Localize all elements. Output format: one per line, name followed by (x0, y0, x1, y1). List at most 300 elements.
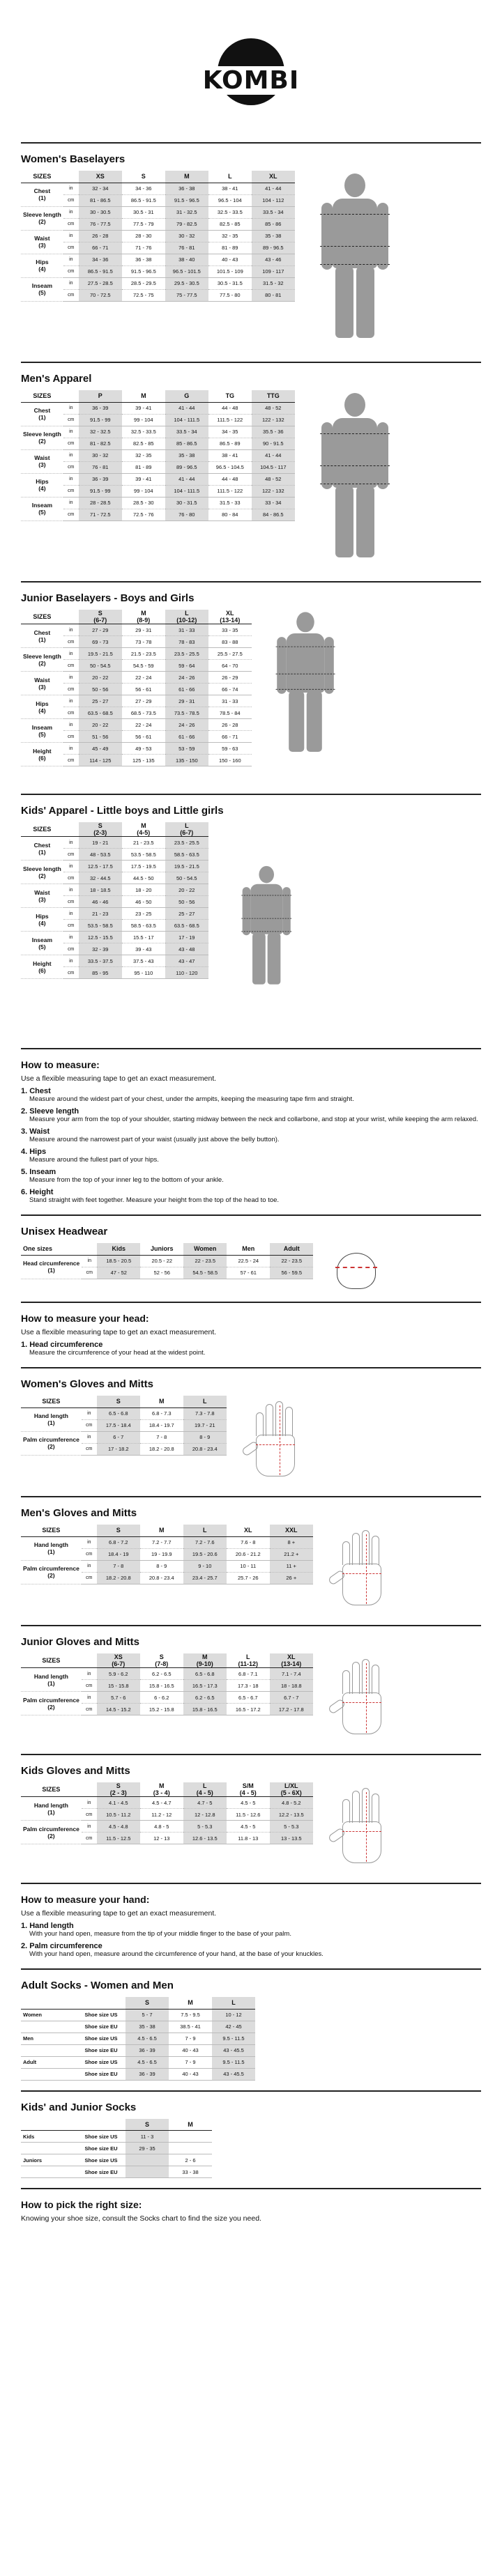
unit-label: cm (82, 1704, 97, 1715)
section-title: Unisex Headwear (21, 1226, 108, 1237)
section-title: Men's Gloves and Mitts (21, 1507, 137, 1519)
table-cell: 19 - 21 (79, 837, 122, 849)
header-text: (2-3) (93, 829, 107, 836)
table-row (21, 1668, 313, 1680)
row-label-text: Palm circumference (23, 1436, 79, 1443)
unit-label: in (63, 426, 79, 438)
size-table (21, 1782, 313, 1844)
table-cell: 31.5 - 33 (208, 497, 252, 509)
table-cell: 48 - 53.5 (79, 849, 122, 861)
row-label-num: (6) (38, 754, 46, 762)
table-cell: 36 - 38 (165, 183, 208, 194)
table-cell: 33 - 34 (252, 497, 295, 509)
unit-label: in (63, 206, 79, 218)
table-cell: 99 - 104 (122, 414, 165, 426)
table-cell: 77.5 - 79 (122, 218, 165, 230)
hand-measure-icon (326, 1525, 402, 1615)
header-cell (122, 610, 165, 624)
header-text: XL (226, 610, 234, 617)
table-cell: 26 - 28 (208, 719, 252, 731)
unit-label: in (63, 932, 79, 943)
row-label-num: (1) (47, 1808, 55, 1816)
header-text: (3 - 4) (153, 1789, 170, 1796)
table-cell: 15.8 - 16.5 (140, 1680, 183, 1692)
unit-label: cm (63, 242, 79, 254)
header-row (21, 1396, 227, 1407)
table-cell: 19.5 - 21.5 (165, 861, 208, 872)
table-cell: 6.8 - 7.3 (140, 1407, 183, 1419)
row-label-num: (4) (38, 707, 46, 714)
table-cell: 23.5 - 25.5 (165, 648, 208, 660)
header-cell (21, 1782, 82, 1797)
table-cell: 36 - 38 (122, 254, 165, 265)
shoe-size-label: Shoe size EU (77, 2068, 126, 2080)
section-title: Kids' and Junior Socks (21, 2101, 137, 2113)
table-cell: 42 - 45 (212, 2021, 255, 2033)
instruction-item (21, 1341, 481, 1357)
table-cell: 16.5 - 17.2 (227, 1704, 270, 1715)
table-cell: 22.5 - 24 (227, 1255, 270, 1267)
table-cell: 72.5 - 76 (122, 509, 165, 520)
header-text: M (141, 610, 146, 617)
table-cell: 39 - 41 (122, 402, 165, 414)
table-cell: 26 - 29 (208, 672, 252, 684)
row-label-text: Hips (36, 912, 49, 920)
header-cell (183, 1525, 227, 1536)
row-label-text: Chest (33, 841, 51, 849)
section-title: Kids Gloves and Mitts (21, 1765, 130, 1777)
table-cell: 135 - 150 (165, 755, 208, 766)
table-cell: 38 - 41 (208, 183, 252, 194)
row-label (21, 1536, 82, 1560)
row-label-num: (2) (47, 1832, 55, 1840)
section-title: How to measure your hand: (21, 1894, 150, 1905)
table-cell: 43 - 46 (252, 254, 295, 265)
table-cell: 114 - 125 (79, 755, 122, 766)
header-text: L (185, 610, 189, 617)
table-cell: 85 - 86.5 (165, 438, 208, 449)
row-label (21, 955, 63, 979)
womens-baselayers-section (21, 153, 481, 352)
table-cell: 24 - 26 (165, 719, 208, 731)
section-title: How to measure your head: (21, 1313, 149, 1324)
unit-label: in (63, 183, 79, 194)
size-table (21, 610, 252, 766)
row-label (21, 1407, 82, 1431)
shoe-size-label: Shoe size US (77, 2033, 126, 2044)
row-label (21, 908, 63, 932)
table-cell: 35 - 38 (252, 230, 295, 242)
table-cell: 59 - 64 (165, 660, 208, 672)
table-row (21, 2021, 255, 2033)
table-cell: 4.1 - 4.5 (97, 1797, 140, 1809)
header-cell (21, 171, 63, 183)
size-table (21, 1653, 313, 1715)
intro-text: Use a flexible measuring tape to get an exact measurement. (21, 1328, 217, 1336)
table-cell: 82.5 - 85 (122, 438, 165, 449)
table-cell: 31 - 33 (208, 695, 252, 707)
instruction-item (21, 1087, 481, 1104)
header-cell (252, 171, 295, 183)
header-text: SIZES (42, 1398, 61, 1405)
section-title: Women's Baselayers (21, 153, 126, 165)
table-row (21, 719, 252, 731)
table-cell: 4.5 - 6.5 (126, 2056, 169, 2068)
section-title: Men's Apparel (21, 373, 92, 385)
unit-label: cm (63, 265, 79, 277)
shoe-size-label: Shoe size US (77, 2131, 126, 2143)
hand-measure-icon (326, 1653, 402, 1744)
table-cell: 41 - 44 (252, 449, 295, 461)
row-label-text: Chest (33, 187, 51, 194)
table-cell: 111.5 - 122 (208, 414, 252, 426)
unit-label: in (63, 837, 79, 849)
mens-apparel-section (21, 373, 481, 571)
table-row (21, 2009, 255, 2021)
unit-label: cm (82, 1419, 97, 1431)
table-cell: 17 - 18.2 (97, 1443, 140, 1455)
row-label-text: Sleeve length (23, 865, 61, 872)
table-cell: 66 - 71 (208, 731, 252, 743)
row-label (21, 861, 63, 884)
table-cell: 73.5 - 78.5 (165, 707, 208, 719)
shoe-size-label: Shoe size US (77, 2154, 126, 2166)
table-cell: 23 - 25 (122, 908, 165, 920)
header-text: (5 - 6X) (280, 1789, 302, 1796)
table-cell: 122 - 132 (252, 485, 295, 497)
adult-body-figure (313, 390, 411, 571)
header-text: XL (244, 1527, 252, 1534)
row-label-text: Waist (34, 676, 50, 684)
row-label-num: (4) (38, 265, 46, 272)
table-cell: 30 - 30.5 (79, 206, 122, 218)
table-row (21, 648, 252, 660)
header-cell (21, 1525, 82, 1536)
table-cell: 6.5 - 6.8 (183, 1668, 227, 1680)
row-label-num: (3) (38, 683, 46, 691)
row-label-num: (5) (38, 943, 46, 950)
unit-label: in (82, 1431, 97, 1443)
table-cell: 69 - 73 (79, 636, 122, 648)
row-label-num: (5) (38, 730, 46, 738)
header-row (21, 1525, 313, 1536)
row-label-text: Hand length (33, 1541, 68, 1548)
header-text: S (141, 173, 146, 180)
header-cell: L (212, 1997, 255, 2009)
table-cell: 8 + (270, 1536, 313, 1548)
row-label (21, 426, 63, 449)
instruction-text: Measure around the fullest part of your hips. (29, 1156, 159, 1164)
table-cell: 6.2 - 6.5 (140, 1668, 183, 1680)
row-label-text: Sleeve length (23, 431, 61, 438)
how-to-shoe-section (21, 2199, 481, 2223)
divider (21, 1968, 481, 1970)
header-text: M (159, 1527, 165, 1534)
header-text: TG (225, 392, 235, 400)
unit-label: cm (82, 1680, 97, 1692)
table-cell: 20 - 22 (79, 672, 122, 684)
table-cell: 7.6 - 8 (227, 1536, 270, 1548)
unit-label: cm (63, 289, 79, 301)
header-cell (63, 390, 79, 402)
row-label-num: (2) (47, 1703, 55, 1711)
header-cell (97, 1782, 140, 1797)
kids-socks-section (21, 2101, 481, 2179)
header-cell (270, 1653, 313, 1668)
header-text: S (116, 1527, 121, 1534)
unit-label: in (63, 254, 79, 265)
size-table (21, 822, 208, 979)
unit-label: in (63, 908, 79, 920)
table-cell: 4.5 - 4.7 (140, 1797, 183, 1809)
table-cell: 56 - 61 (122, 684, 165, 695)
table-cell: 46 - 50 (122, 896, 165, 908)
row-label-text: Sleeve length (23, 652, 61, 660)
table-cell: 4.5 - 5 (227, 1797, 270, 1809)
unit-label: cm (63, 438, 79, 449)
unit-label: in (63, 473, 79, 485)
table-cell: 11 - 3 (126, 2131, 169, 2143)
unit-label: cm (63, 967, 79, 979)
unit-label: cm (63, 636, 79, 648)
instruction-item (21, 1188, 481, 1205)
unit-label: cm (63, 707, 79, 719)
header-text: (4 - 5) (196, 1789, 213, 1796)
instruction-item (21, 1942, 481, 1959)
table-cell: 73 - 78 (122, 636, 165, 648)
header-text: SIZES (33, 173, 52, 180)
table-cell: 84 - 86.5 (252, 509, 295, 520)
header-cell (140, 1396, 183, 1407)
header-cell (82, 1525, 97, 1536)
header-text: SIZES (33, 613, 52, 620)
instruction-item (21, 1107, 481, 1124)
table-cell: 99 - 104 (122, 485, 165, 497)
header-text: XS (114, 1653, 123, 1660)
table-cell: 19 - 19.9 (140, 1548, 183, 1560)
table-cell: 77.5 - 80 (208, 289, 252, 301)
row-label: Head circumference (1) (21, 1255, 82, 1279)
table-cell: 22 - 24 (122, 672, 165, 684)
instruction-title: 1. Hand length (21, 1922, 74, 1930)
instruction-item (21, 1922, 481, 1938)
table-cell: 4.5 - 5 (227, 1821, 270, 1833)
header-row (21, 2119, 212, 2131)
header-cell (140, 1653, 183, 1668)
table-cell: 32 - 34 (79, 183, 122, 194)
row-label (21, 449, 63, 473)
row-label-text: Height (33, 959, 52, 967)
header-cell (208, 171, 252, 183)
table-cell: 38.5 - 41 (169, 2021, 212, 2033)
table-cell: 53.5 - 58.5 (79, 920, 122, 932)
table-cell: 96.5 - 101.5 (165, 265, 208, 277)
table-cell: 12.2 - 13.5 (270, 1809, 313, 1821)
row-label-text: Inseam (31, 723, 53, 731)
unit-label: in (82, 1692, 97, 1704)
header-text: S/M (242, 1782, 254, 1789)
size-table (21, 1396, 227, 1456)
table-cell (126, 2154, 169, 2166)
instruction-text: Measure from the top of your inner leg to the bottom of your ankle. (29, 1176, 224, 1184)
table-cell: 11 + (270, 1560, 313, 1572)
instruction-item (21, 1127, 481, 1144)
header-cell (63, 610, 79, 624)
row-label-num: (2) (38, 872, 46, 879)
unit-label: cm (82, 1833, 97, 1844)
header-cell (97, 1396, 140, 1407)
table-cell: 28.5 - 30 (122, 497, 165, 509)
table-cell: 9 - 10 (183, 1560, 227, 1572)
table-cell: 13 - 13.5 (270, 1833, 313, 1844)
shoe-size-label: Shoe size EU (77, 2166, 126, 2178)
table-cell: 4.5 - 4.8 (97, 1821, 140, 1833)
table-cell: 91.5 - 99 (79, 485, 122, 497)
unit-label: cm (63, 684, 79, 695)
table-cell: 50 - 56 (79, 684, 122, 695)
table-cell: 25 - 27 (165, 908, 208, 920)
table-cell: 6.8 - 7.1 (227, 1668, 270, 1680)
header-text: (7-8) (155, 1660, 169, 1667)
header-cell: Adult (270, 1243, 313, 1255)
table-cell: 5.7 - 6 (97, 1692, 140, 1704)
table-cell: 53 - 59 (165, 743, 208, 755)
table-cell: 20.5 - 22 (140, 1255, 183, 1267)
table-row (21, 2033, 255, 2044)
table-cell: 89 - 96.5 (165, 461, 208, 473)
table-cell: 82.5 - 85 (208, 218, 252, 230)
table-cell: 53.5 - 58.5 (122, 849, 165, 861)
divider (21, 2188, 481, 2189)
table-cell: 30.5 - 31 (122, 206, 165, 218)
unit-label: cm (82, 1809, 97, 1821)
header-text: M (159, 1782, 165, 1789)
unit-label: in (82, 1821, 97, 1833)
header-text: M (159, 1398, 165, 1405)
table-row (21, 1407, 227, 1419)
row-label-num: (4) (38, 919, 46, 927)
header-cell (183, 1782, 227, 1797)
table-cell: 27 - 29 (79, 624, 122, 636)
table-cell: 89 - 96.5 (252, 242, 295, 254)
table-cell: 86.5 - 91.5 (122, 194, 165, 206)
header-text: L (203, 1782, 207, 1789)
instruction-title: 4. Hips (21, 1148, 47, 1156)
row-label (21, 1560, 82, 1584)
table-cell: 83 - 88 (208, 636, 252, 648)
section-title: Adult Socks - Women and Men (21, 1980, 174, 1991)
header-cell: S (126, 2119, 169, 2131)
head-measure-icon (330, 1250, 386, 1292)
shoe-size-label: Shoe size US (77, 2056, 126, 2068)
table-row (21, 2143, 212, 2154)
header-cell (165, 610, 208, 624)
row-label (21, 254, 63, 277)
row-label-num: (5) (38, 289, 46, 296)
table-cell: 78 - 83 (165, 636, 208, 648)
table-cell: 54.5 - 59 (122, 660, 165, 672)
row-label: Adult (21, 2056, 77, 2068)
table-row (21, 497, 295, 509)
unit-label: in (63, 648, 79, 660)
how-to-measure-section (21, 1059, 481, 1205)
table-cell: 85 - 86 (252, 218, 295, 230)
unit-label: in (82, 1668, 97, 1680)
table-row (21, 1821, 313, 1833)
table-cell: 96.5 - 104 (208, 194, 252, 206)
divider (21, 1214, 481, 1216)
header-row (21, 1997, 255, 2009)
instruction-list (21, 1341, 481, 1357)
instruction-title: 6. Height (21, 1188, 54, 1196)
row-label-num: (2) (38, 438, 46, 445)
table-cell: 19.5 - 20.6 (183, 1548, 227, 1560)
header-cell (165, 390, 208, 402)
shoe-size-label: Shoe size EU (77, 2044, 126, 2056)
table-cell: 26 + (270, 1572, 313, 1584)
table-cell: 45 - 49 (79, 743, 122, 755)
header-cell (82, 1653, 97, 1668)
header-text: S (98, 610, 102, 617)
row-label (21, 277, 63, 301)
header-cell: Juniors (140, 1243, 183, 1255)
table-cell: 41 - 44 (252, 183, 295, 194)
row-label (21, 473, 63, 497)
row-label (21, 1668, 82, 1692)
table-cell: 18 - 20 (122, 884, 165, 896)
table-row (21, 277, 295, 289)
table-cell: 31.5 - 32 (252, 277, 295, 289)
header-cell (21, 1997, 77, 2009)
row-label-num: (3) (38, 461, 46, 468)
row-label-text: Inseam (31, 282, 53, 289)
table-cell: 79 - 82.5 (165, 218, 208, 230)
table-cell: 22 - 23.5 (183, 1255, 227, 1267)
table-cell: 4.8 - 5.2 (270, 1797, 313, 1809)
intro-text: Knowing your shoe size, consult the Socks chart to find the size you need. (21, 2214, 261, 2223)
header-cell (77, 1997, 126, 2009)
unit-label: in (63, 695, 79, 707)
header-row (21, 171, 295, 183)
kids-apparel-section (21, 805, 481, 1038)
adult-body-figure (313, 171, 411, 352)
header-cell (165, 171, 208, 183)
header-text: (13-14) (281, 1660, 302, 1667)
table-cell: 27 - 29 (122, 695, 165, 707)
table-cell: 63.5 - 68.5 (165, 920, 208, 932)
header-text: G (184, 392, 190, 400)
header-text: SIZES (42, 1527, 61, 1534)
header-cell (208, 390, 252, 402)
header-text: (9-10) (196, 1660, 213, 1667)
header-cell (82, 1782, 97, 1797)
unit-label: cm (63, 943, 79, 955)
table-cell: 91.5 - 96.5 (165, 194, 208, 206)
table-row (21, 908, 208, 920)
header-cell (183, 1653, 227, 1668)
header-cell (97, 1653, 140, 1668)
row-label-text: Hips (36, 478, 49, 485)
table-cell: 11.5 - 12.5 (97, 1833, 140, 1844)
header-cell (122, 390, 165, 402)
mens-gloves-section (21, 1507, 481, 1615)
row-label-text: Hand length (33, 1801, 68, 1809)
header-text: L (246, 1653, 250, 1660)
row-label: Kids (21, 2131, 77, 2143)
header-cell (227, 1525, 270, 1536)
table-cell: 50 - 56 (165, 896, 208, 908)
table-cell: 76 - 80 (165, 509, 208, 520)
